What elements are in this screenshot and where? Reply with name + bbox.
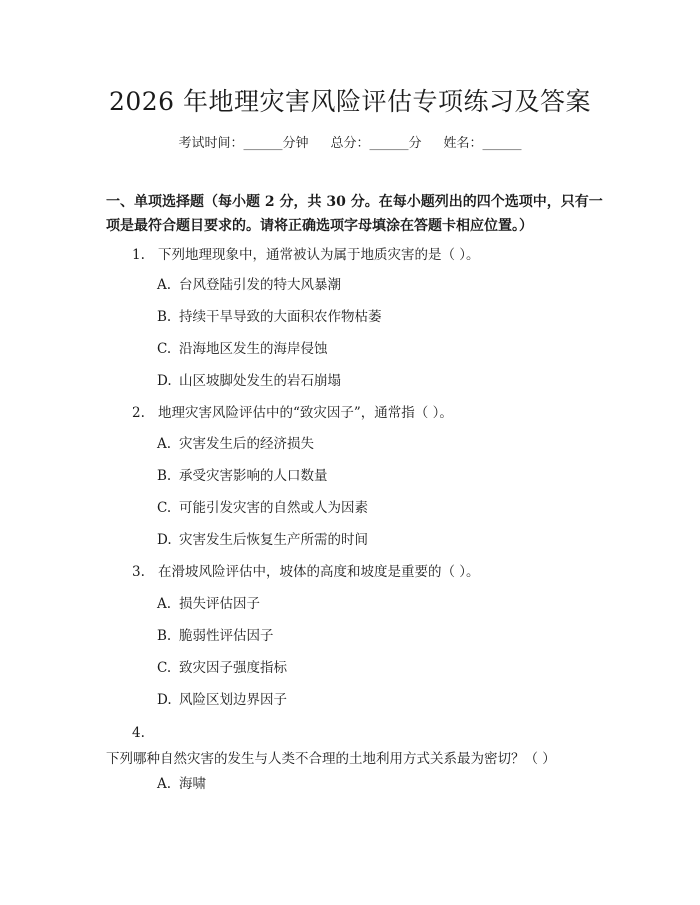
question-text: 在滑坡风险评估中，坡体的高度和坡度是重要的（ ）。 [158, 564, 480, 580]
option-letter: C. [157, 660, 172, 676]
option-text: 海啸 [179, 776, 206, 792]
option-text: 承受灾害影响的人口数量 [179, 468, 328, 484]
option-text: 损失评估因子 [179, 596, 260, 612]
option-1b [157, 307, 382, 327]
question-number: 4. [132, 725, 145, 741]
total-score-field: 总分：______分 [330, 136, 422, 151]
option-3d [157, 690, 287, 710]
exam-meta-line [0, 132, 700, 151]
option-3b [157, 626, 274, 646]
option-letter: B. [157, 309, 172, 325]
question-number: 3. [132, 564, 145, 580]
option-letter: C. [157, 500, 172, 516]
option-text: 灾害发生后恢复生产所需的时间 [179, 532, 368, 548]
question-text: 地理灾害风险评估中的“致灾因子”，通常指（ ）。 [158, 405, 453, 421]
section-heading: 一、单项选择题（每小题 2 分，共 30 分。在每小题列出的四个选项中，只有一项是最符合题目要求的。请将正确选项字母填涂在答题卡相应位置。） [106, 194, 603, 234]
option-text: 台风登陆引发的特大风暴潮 [179, 277, 341, 293]
option-text: 沿海地区发生的海岸侵蚀 [179, 341, 328, 357]
option-2d [157, 530, 368, 550]
question-number: 2. [132, 405, 145, 421]
question-text: 下列地理现象中，通常被认为属于地质灾害的是（ ）。 [158, 247, 480, 263]
option-2c [157, 498, 368, 518]
option-3c [157, 658, 287, 678]
exam-time-field: 考试时间：______分钟 [178, 136, 309, 151]
question-4 [106, 720, 606, 772]
question-3 [106, 559, 606, 585]
question-number: 1. [132, 247, 145, 263]
document-title: 2026 年地理灾害风险评估专项练习及答案 [108, 87, 592, 116]
option-letter: A. [157, 277, 172, 293]
option-3a [157, 594, 260, 614]
option-letter: D. [157, 532, 172, 548]
question-2 [106, 400, 606, 426]
option-1c [157, 339, 328, 359]
option-1a [157, 275, 341, 295]
student-name-field: 姓名：______ [443, 136, 522, 151]
option-letter: A. [157, 776, 172, 792]
question-1 [106, 242, 606, 268]
option-letter: A. [157, 436, 172, 452]
option-letter: C. [157, 341, 172, 357]
option-text: 持续干旱导致的大面积农作物枯萎 [179, 309, 382, 325]
option-letter: B. [157, 468, 172, 484]
question-text: 下列哪种自然灾害的发生与人类不合理的土地利用方式关系最为密切？（ ） [106, 751, 556, 767]
option-text: 致灾因子强度指标 [179, 660, 287, 676]
option-text: 山区坡脚处发生的岩石崩塌 [179, 373, 341, 389]
option-letter: D. [157, 692, 172, 708]
option-text: 灾害发生后的经济损失 [179, 436, 314, 452]
option-text: 可能引发灾害的自然或人为因素 [179, 500, 368, 516]
option-letter: A. [157, 596, 172, 612]
option-letter: D. [157, 373, 172, 389]
option-2a [157, 434, 314, 454]
option-letter: B. [157, 628, 172, 644]
option-4a [157, 774, 206, 794]
option-text: 风险区划边界因子 [179, 692, 287, 708]
option-2b [157, 466, 328, 486]
option-1d [157, 371, 341, 391]
option-text: 脆弱性评估因子 [179, 628, 274, 644]
